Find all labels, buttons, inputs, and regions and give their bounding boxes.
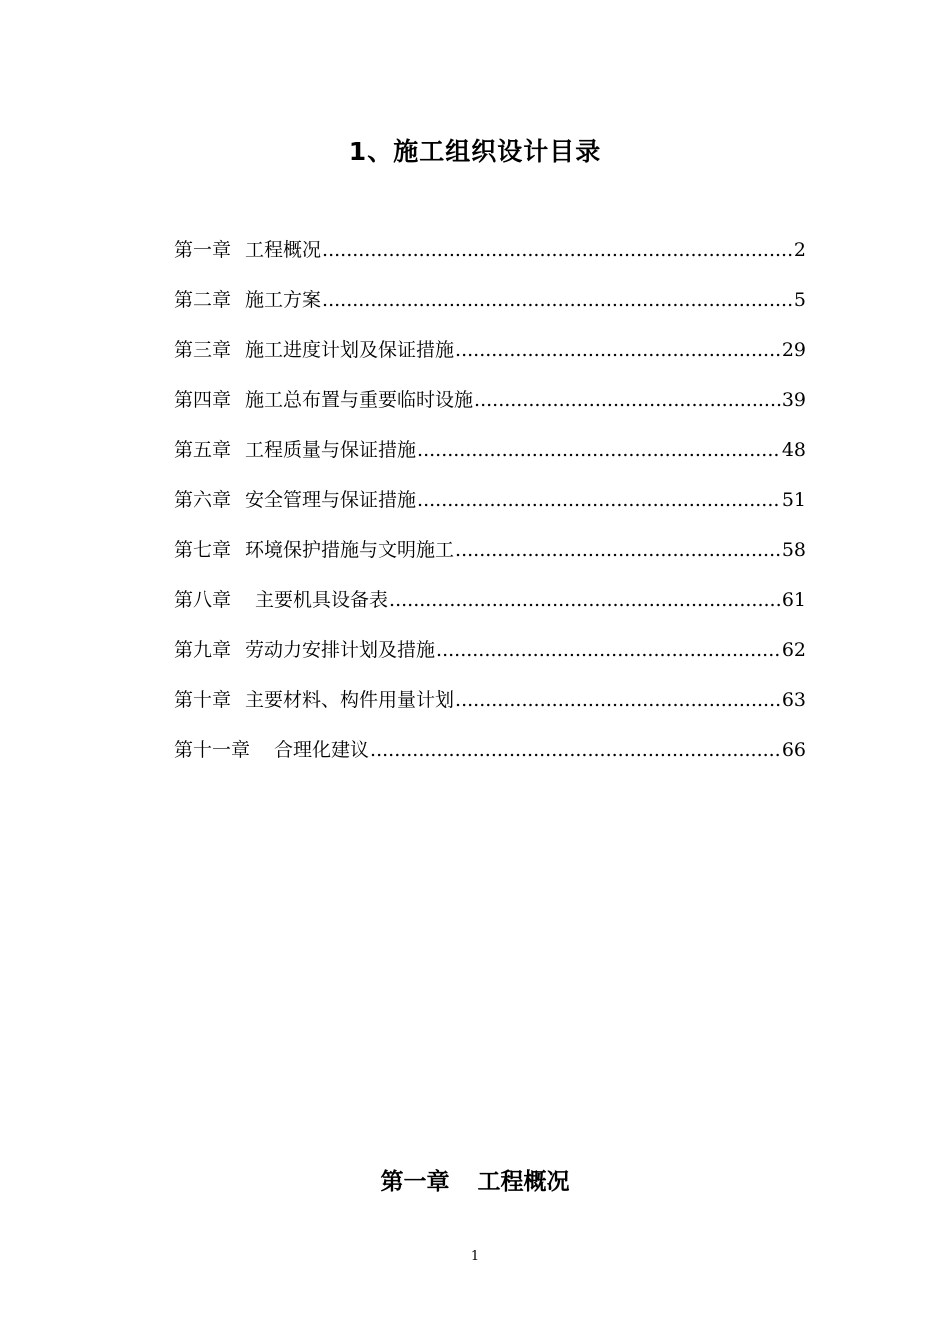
toc-chapter-title: 劳动力安排计划及措施	[245, 639, 436, 661]
toc-entry[interactable]	[174, 584, 806, 634]
toc-dot-leader	[322, 234, 793, 266]
toc-dot-leader	[455, 684, 781, 716]
toc-chapter-title: 工程概况	[245, 239, 322, 261]
toc-page-number: 51	[781, 489, 806, 511]
chapter-heading-title: 工程概况	[477, 1168, 570, 1195]
toc-dot-leader	[436, 634, 781, 666]
toc-dot-leader	[474, 384, 781, 416]
toc-page-number: 66	[781, 739, 806, 761]
toc-chapter-number: 第二章	[174, 289, 232, 311]
toc-page-number: 62	[781, 639, 806, 661]
toc-chapter-number: 第五章	[174, 439, 232, 461]
toc-dot-leader	[417, 434, 781, 466]
page-number: 1	[470, 1249, 480, 1264]
toc-page-number: 48	[781, 439, 806, 461]
toc-chapter-title: 主要机具设备表	[255, 589, 389, 611]
toc-chapter-number: 第一章	[174, 239, 232, 261]
toc-dot-leader	[455, 334, 781, 366]
toc-page-number: 63	[781, 689, 806, 711]
toc-chapter-title: 合理化建议	[274, 739, 370, 761]
toc-dot-leader	[322, 284, 793, 316]
toc-entry[interactable]	[174, 684, 806, 734]
toc-entry[interactable]	[174, 234, 806, 284]
toc-entry[interactable]	[174, 484, 806, 534]
toc-chapter-title: 环境保护措施与文明施工	[245, 539, 455, 561]
toc-dot-leader	[370, 734, 781, 766]
chapter-heading-number: 第一章	[380, 1168, 450, 1195]
toc-chapter-title: 施工方案	[245, 289, 322, 311]
toc-chapter-number: 第六章	[174, 489, 232, 511]
toc-chapter-title: 主要材料、构件用量计划	[245, 689, 455, 711]
toc-entry[interactable]	[174, 434, 806, 484]
toc-chapter-title: 安全管理与保证措施	[245, 489, 417, 511]
toc-page-number: 58	[781, 539, 806, 561]
toc-dot-leader	[417, 484, 781, 516]
toc-page-number: 29	[781, 339, 806, 361]
toc-dot-leader	[389, 584, 781, 616]
toc-dot-leader	[455, 534, 781, 566]
page-title: 1、施工组织设计目录	[348, 137, 602, 166]
toc-chapter-number: 第九章	[174, 639, 232, 661]
toc-page-number: 5	[793, 289, 806, 311]
toc-chapter-number: 第三章	[174, 339, 232, 361]
toc-entry[interactable]	[174, 634, 806, 684]
toc-entry[interactable]	[174, 734, 806, 784]
table-of-contents	[174, 234, 806, 784]
toc-page-number: 2	[793, 239, 806, 261]
toc-chapter-number: 第七章	[174, 539, 232, 561]
toc-chapter-title: 施工总布置与重要临时设施	[245, 389, 474, 411]
toc-chapter-title: 施工进度计划及保证措施	[245, 339, 455, 361]
toc-page-number: 39	[781, 389, 806, 411]
toc-entry[interactable]	[174, 284, 806, 334]
toc-entry[interactable]	[174, 334, 806, 384]
toc-chapter-number: 第十章	[174, 689, 232, 711]
toc-entry[interactable]	[174, 534, 806, 584]
toc-chapter-number: 第四章	[174, 389, 232, 411]
toc-chapter-number: 第八章	[174, 589, 232, 611]
chapter-heading	[0, 1164, 950, 1200]
toc-chapter-title: 工程质量与保证措施	[245, 439, 417, 461]
toc-entry[interactable]	[174, 384, 806, 434]
toc-chapter-number: 第十一章	[174, 739, 251, 761]
toc-page-number: 61	[781, 589, 806, 611]
